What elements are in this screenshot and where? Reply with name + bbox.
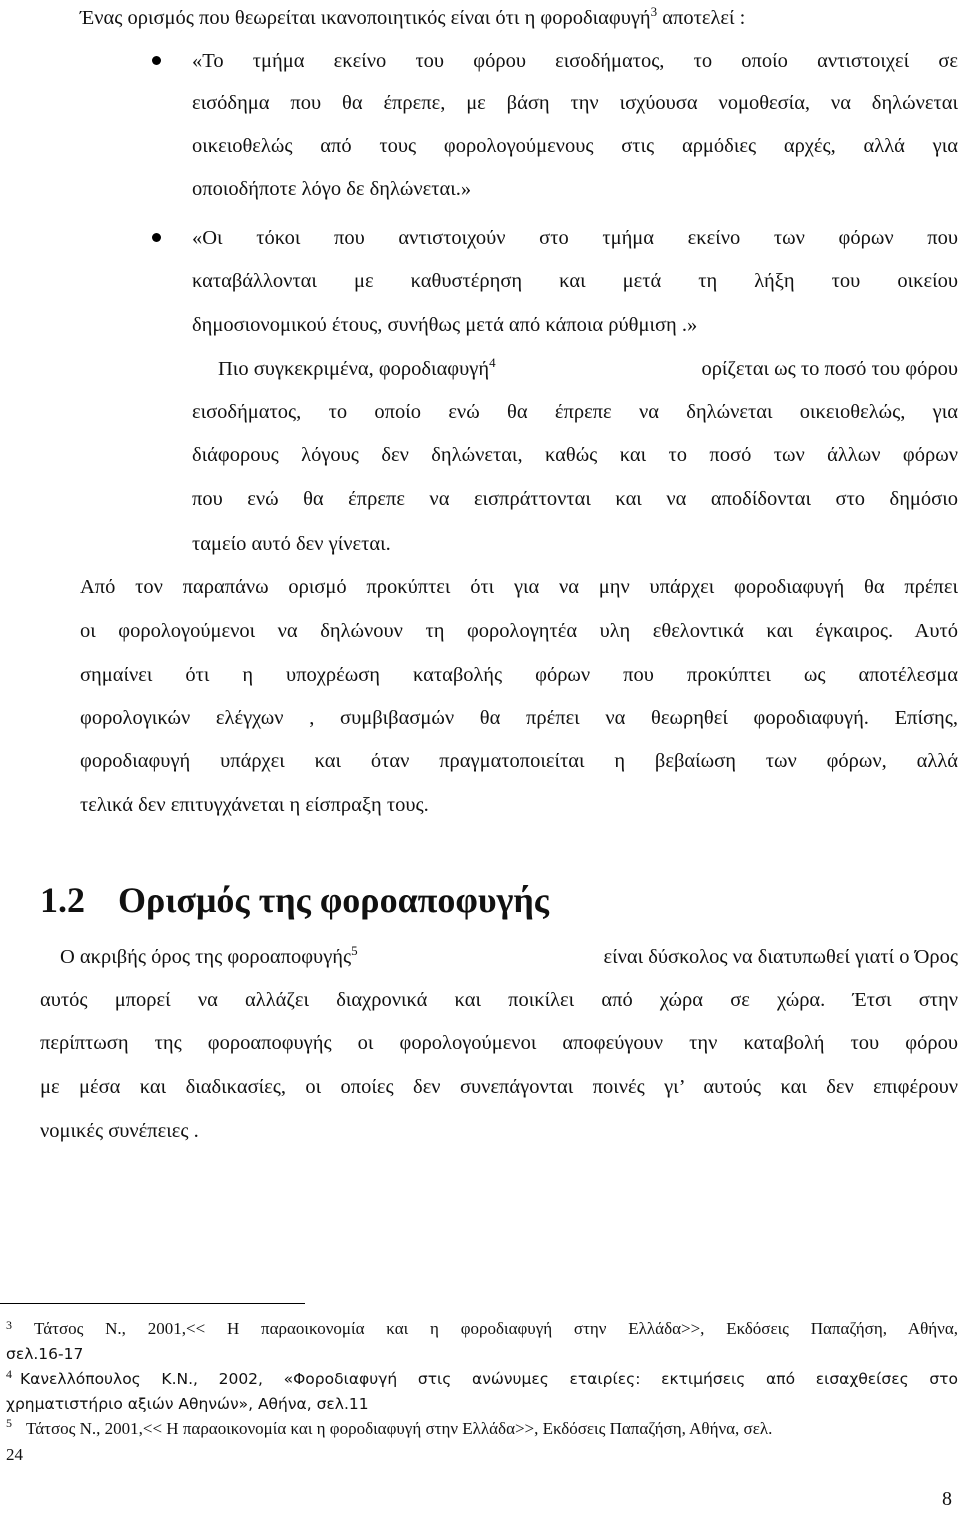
section-line: νομικές συνέπειες . <box>40 1120 199 1142</box>
section-first-line <box>60 943 958 971</box>
specific-line: ταμείο αυτό δεν γίνεται. <box>192 533 391 555</box>
section-heading <box>40 876 549 924</box>
footnote-number: 5 <box>6 1416 12 1430</box>
bullet1-line: οποιοδήποτε λόγο δε δηλώνεται.» <box>192 178 472 200</box>
footnote-ref-5: 5 <box>351 943 358 959</box>
footnote-number: 4 <box>6 1367 12 1381</box>
bullet1-line: «Το τμήμα εκείνο του φόρου εισοδήματος, το οποίο αντιστοιχεί σε <box>192 50 958 72</box>
page-number: 8 <box>942 1488 952 1510</box>
footnote-text: σελ.16-17 <box>6 1345 84 1363</box>
specific-line: εισοδήματος, το οποίο ενώ θα έπρεπε να δηλώνεται οικειοθελώς, για <box>192 401 958 423</box>
bullet2-line: «Οι τόκοι που αντιστοιχούν στο τμήμα εκείνο των φόρων που <box>192 227 958 249</box>
conclusion-line: φορολογικών ελέγχων , συμβιβασμών θα πρέπει να θεωρηθεί φοροδιαφυγή. Επίσης, <box>80 707 958 729</box>
section-first-start <box>60 943 358 971</box>
footnote-ref-4: 4 <box>489 355 496 371</box>
footnote-text: Τάτσος Ν., 2001,<< Η παραοικονομία και η φοροδιαφυγή στην Ελλάδα>>, Εκδόσεις Παπαζήση, Αθήνα, <box>34 1319 958 1338</box>
conclusion-line: Από τον παραπάνω ορισμό προκύπτει ότι για να μην υπάρχει φοροδιαφυγή θα πρέπει <box>80 576 958 598</box>
section-first-end: είναι δύσκολος να διατυπωθεί γιατί ο Όρος <box>603 946 958 968</box>
section-start-text: Ο ακριβής όρος της φοροαποφυγής <box>60 946 352 968</box>
conclusion-line: τελικά δεν επιτυγχάνεται η είσπραξη τους. <box>80 794 429 816</box>
footnote-number: 3 <box>6 1318 12 1332</box>
bullet2-line: δημοσιονομικού έτους, συνήθως μετά από κάποια ρύθμιση .» <box>192 314 698 336</box>
section-number: 1.2 <box>40 880 85 920</box>
footnote-text: χρηματιστήριο αξιών Αθηνών», Αθήνα, σελ.11 <box>6 1395 369 1413</box>
section-line: περίπτωση της φοροαποφυγής οι φορολογούμενοι αποφεύγουν την καταβολή του φόρου <box>40 1032 958 1054</box>
section-line: αυτός μπορεί να αλλάζει διαχρονικά και ποικίλει από χώρα σε χώρα. Έτσι στην <box>40 989 958 1011</box>
conclusion-line: σημαίνει ότι η υποχρέωση καταβολής φόρων που προκύπτει ως αποτέλεσμα <box>80 664 958 686</box>
conclusion-line: οι φορολογούμενοι να δηλώνουν τη φορολογητέα υλη εθελοντικά και έγκαιρος. Αυτό <box>80 620 958 642</box>
bullet-dot <box>152 56 161 65</box>
bullet2-line: καταβάλλονται με καθυστέρηση και μετά τη λήξη του οικείου <box>192 270 958 292</box>
bullet1-line: εισόδημα που θα έπρεπε, με βάση την ισχύουσα νομοθεσία, να δηλώνεται <box>192 92 958 114</box>
footnote-text: 24 <box>6 1445 23 1464</box>
footnote-ref-3: 3 <box>650 4 658 20</box>
intro-text: Ένας ορισμός που θεωρείται ικανοποιητικός είναι ότι η φοροδιαφυγή <box>80 7 651 29</box>
specific-first-start <box>218 355 496 383</box>
specific-first-line <box>218 355 958 383</box>
intro-line <box>80 4 745 32</box>
section-line: με μέσα και διαδικασίες, οι οποίες δεν συνεπάγονται ποινές γι’ αυτούς και δεν επιφέρουν <box>40 1076 958 1098</box>
specific-first-end: ορίζεται ως το ποσό του φόρου <box>701 358 958 380</box>
specific-start-text: Πιο συγκεκριμένα, φοροδιαφυγή <box>218 358 490 380</box>
conclusion-line: φοροδιαφυγή υπάρχει και όταν πραγματοποιείται η βεβαίωση των φόρων, αλλά <box>80 750 958 772</box>
specific-line: που ενώ θα έπρεπε να εισπράττονται και να αποδίδονται στο δημόσιο <box>192 488 958 510</box>
section-title: Ορισμός της φοροαποφυγής <box>118 880 549 920</box>
bullet-dot <box>152 233 161 242</box>
footnote-text: Τάτσος Ν., 2001,<< Η παραοικονομία και η φοροδιαφυγή στην Ελλάδα>>, Εκδόσεις Παπαζήση, Αθήνα, σελ. <box>26 1419 773 1438</box>
specific-line: διάφορους λόγους δεν δηλώνεται, καθώς και το ποσό των άλλων φόρων <box>192 444 958 466</box>
bullet1-line: οικειοθελώς από τους φορολογούμενους στις αρμόδιες αρχές, αλλά για <box>192 135 958 157</box>
intro-end-text: αποτελεί : <box>657 7 746 29</box>
footnote-separator <box>0 1303 305 1304</box>
footnote-text: Κανελλόπουλος Κ.Ν., 2002, «Φοροδιαφυγή στις ανώνυμες εταιρίες: εκτιμήσεις από εισαχθείσες στο <box>20 1370 958 1388</box>
